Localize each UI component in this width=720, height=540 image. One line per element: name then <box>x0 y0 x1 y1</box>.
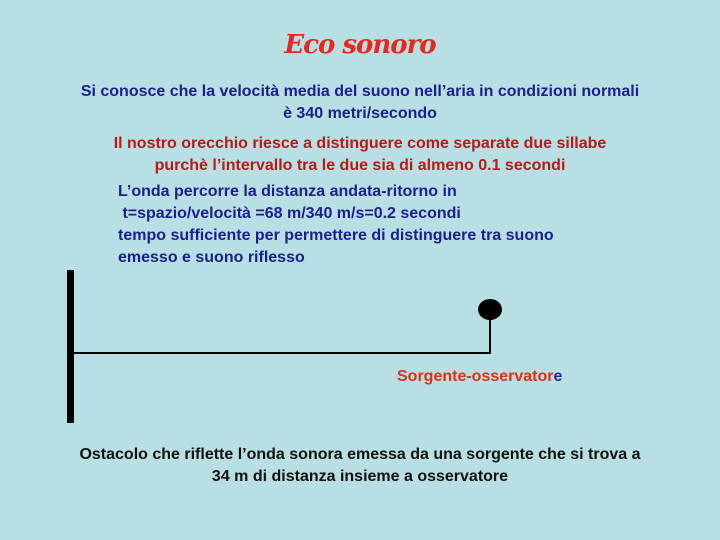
caption-line-2: 34 m di distanza insieme a osservatore <box>211 468 509 485</box>
sound-path-vertical <box>489 318 491 354</box>
obstacle-wall <box>67 270 74 423</box>
slide-title: Eco sonoro <box>284 30 436 60</box>
intro-line-2: è 340 metri/secondo <box>283 105 437 122</box>
source-label-tail: e <box>553 368 563 385</box>
wave-line-1: L’onda percorre la distanza andata-ritorno in <box>118 183 457 200</box>
wave-line-2: t=spazio/velocità =68 m/340 m/s=0.2 secondi <box>118 205 461 222</box>
sound-path-horizontal <box>74 352 491 354</box>
source-observer-dot <box>478 299 502 320</box>
wave-line-3: tempo sufficiente per permettere di distinguere tra suono <box>118 227 554 244</box>
source-observer-label <box>397 366 562 388</box>
wave-line-4: emesso e suono riflesso <box>118 249 305 266</box>
source-label-main: Sorgente-osservator <box>397 368 554 385</box>
caption-line-1: Ostacolo che riflette l’onda sonora emessa da una sorgente che si trova a <box>79 446 641 463</box>
intro-line-1: Si conosce che la velocità media del suono nell’aria in condizioni normali <box>80 83 640 100</box>
ear-line-1: Il nostro orecchio riesce a distinguere come separate due sillabe <box>113 135 607 152</box>
ear-line-2: purchè l’intervallo tra le due sia di almeno 0.1 secondi <box>154 157 566 174</box>
